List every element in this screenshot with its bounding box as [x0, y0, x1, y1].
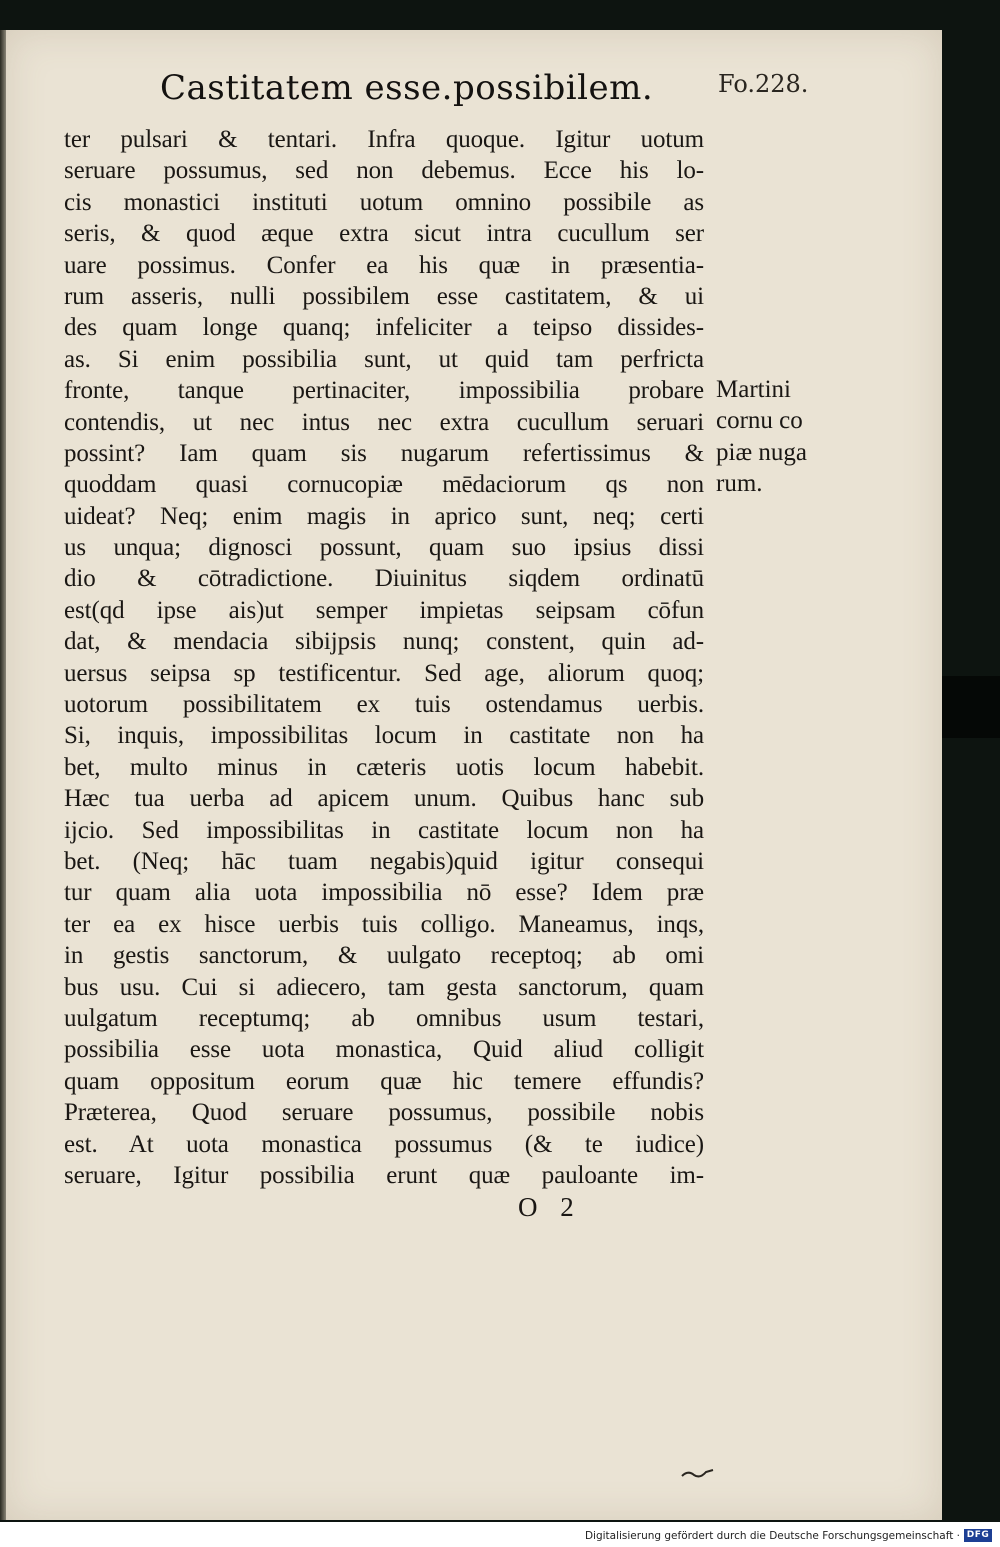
text-line: dio & cōtradictione. Diuinitus siqdem ordinatū: [64, 565, 704, 593]
text-line: bet. (Neq; hāc tuam negabis)quid igitur consequi: [64, 847, 704, 875]
marginal-note-line: rum.: [716, 470, 763, 498]
text-line: possint? Iam quam sis nugarum refertissimus &: [64, 439, 704, 467]
text-line: as. Si enim possibilia sunt, ut quid tam perfricta: [64, 345, 704, 373]
text-line: uulgatum receptumq; ab omnibus usum testari,: [64, 1004, 704, 1032]
scan-background-tab: [942, 676, 1000, 738]
marginal-note-line: piæ nuga: [716, 438, 807, 466]
text-line: cis monastici instituti uotum omnino possibile as: [64, 188, 704, 216]
text-line: est(qd ipse ais)ut semper impietas seipsam cōfun: [64, 596, 704, 624]
text-line: bet, multo minus in cæteris uotis locum habebit.: [64, 753, 704, 781]
text-line: uotorum possibilitatem ex tuis ostendamus uerbis.: [64, 691, 704, 719]
dfg-logo: DFG: [964, 1529, 992, 1542]
text-line: possibilia esse uota monastica, Quid aliud colligit: [64, 1036, 704, 1064]
text-line: ter pulsari & tentari. Infra quoque. Igitur uotum: [64, 126, 704, 153]
signature-mark: O 2: [518, 1192, 582, 1222]
text-line: tur quam alia uota impossibilia nō esse? Idem præ: [64, 879, 704, 907]
text-line: des quam longe quanq; infeliciter a teipso dissides-: [64, 314, 704, 342]
text-line: rum asseris, nulli possibilem esse castitatem, & ui: [64, 282, 704, 310]
text-line: uersus seipsa sp testificentur. Sed age, aliorum quoq;: [64, 659, 704, 687]
text-line: seruare possumus, sed non debemus. Ecce his lo-: [64, 157, 704, 185]
marginal-note-line: cornu co: [716, 407, 803, 435]
text-line: bus usu. Cui si adiecero, tam gesta sanctorum, quam: [64, 973, 704, 1001]
text-line: fronte, tanque pertinaciter, impossibilia probare: [64, 377, 704, 405]
text-line: uare possimus. Confer ea his quæ in præsentia-: [64, 251, 704, 279]
ink-mark-icon: [680, 1466, 716, 1482]
text-line: in gestis sanctorum, & uulgato receptoq; ab omi: [64, 942, 704, 970]
text-line: seris, & quod æque extra sicut intra cucullum ser: [64, 220, 704, 248]
text-line: ijcio. Sed impossibilitas in castitate locum non ha: [64, 816, 704, 844]
text-line: Si, inquis, impossibilitas locum in castitate non ha: [64, 722, 704, 750]
text-line: Hæc tua uerba ad apicem unum. Quibus hanc sub: [64, 785, 704, 813]
text-line: quam oppositum eorum quæ hic temere effundis?: [64, 1067, 704, 1095]
text-line: Præterea, Quod seruare possumus, possibile nobis: [64, 1099, 704, 1127]
text-line: quoddam quasi cornucopiæ mēdaciorum qs non: [64, 471, 704, 499]
text-line: dat, & mendacia sibijpsis nunq; constent, quin ad-: [64, 628, 704, 656]
text-line: seruare, Igitur possibilia erunt quæ pauloante im-: [64, 1161, 704, 1189]
text-line: ter ea ex hisce uerbis tuis colligo. Maneamus, inqs,: [64, 910, 704, 938]
text-line: contendis, ut nec intus nec extra cucullum seruari: [64, 408, 704, 436]
body-text: [64, 124, 704, 1191]
running-title: Castitatem esse.possibilem.: [160, 68, 654, 108]
text-line: us unqua; dignosci possunt, quam suo ipsius dissi: [64, 534, 704, 562]
text-line: uideat? Neq; enim magis in aprico sunt, neq; certi: [64, 502, 704, 530]
folio-number: Fo.228.: [718, 70, 809, 98]
marginal-note: [716, 374, 846, 500]
marginal-note-line: Martini: [716, 376, 791, 403]
footer-credit: Digitalisierung gefördert durch die Deutsche Forschungsgemeinschaft ·: [584, 1530, 960, 1542]
text-line: est. At uota monastica possumus (& te iudice): [64, 1130, 704, 1158]
